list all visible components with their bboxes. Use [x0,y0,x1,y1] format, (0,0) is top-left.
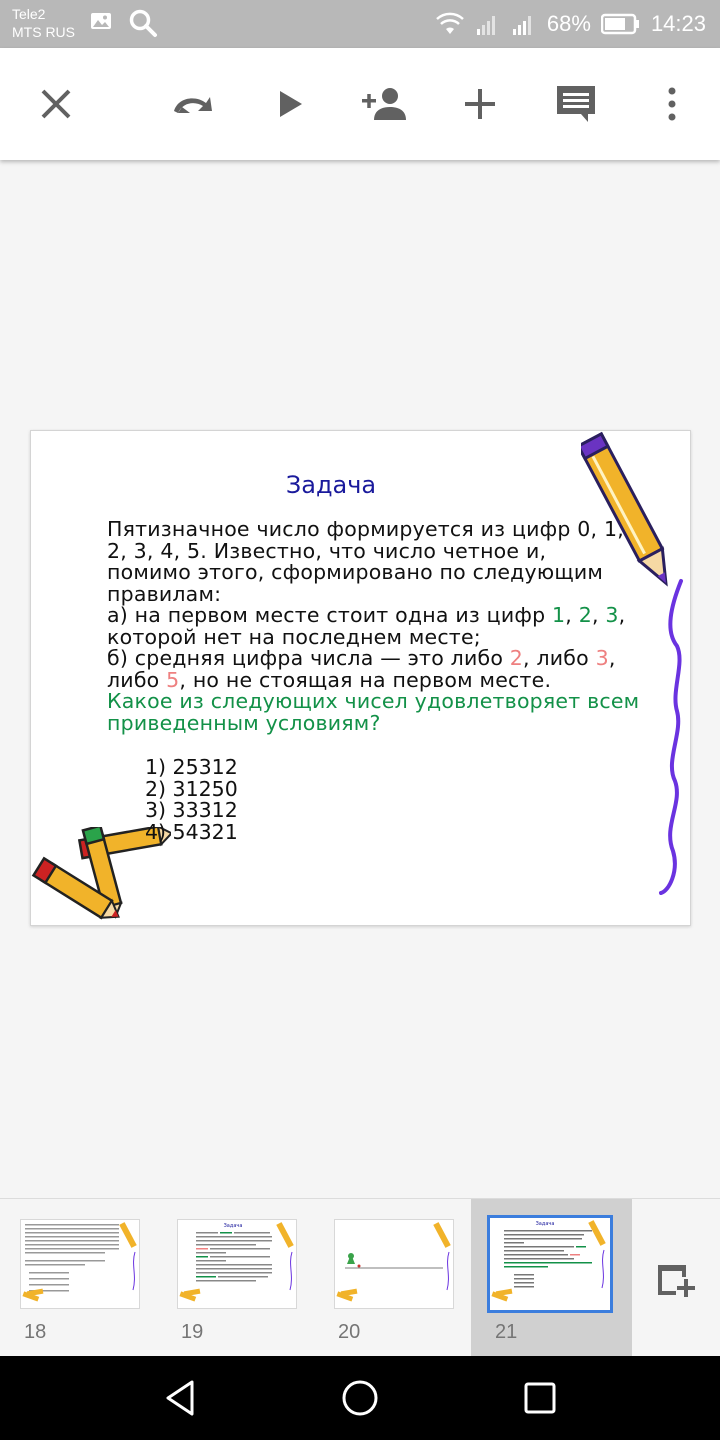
share-button[interactable] [356,76,412,132]
slide-thumbnail[interactable] [314,1199,471,1357]
highlight-digit: 3 [605,603,619,627]
carrier-line-1: Tele2 [12,6,46,22]
clock: 14:23 [650,11,706,36]
text-line [107,667,627,692]
highlight-digit: 3 [595,646,609,670]
recents-button[interactable] [512,1370,568,1426]
back-button[interactable] [152,1370,208,1426]
question-line: Какое из следующих чисел удовлетворяет всем [107,689,640,713]
thumbnail-number: 20 [338,1321,361,1343]
slide-thumbnail[interactable] [0,1199,157,1357]
text-line: помимо этого, сформировано по следующим [107,560,604,584]
text-line: б) средняя цифра числа — это либо 2, либо 3, [107,646,616,670]
answer-option: 2) 31250 [145,776,238,801]
highlight-digit: 1 [552,603,566,627]
highlight-digit: 2 [509,646,524,670]
text-line: а) на первом месте стоит одна из цифр 1, 2, 3, [107,603,626,627]
slide-title: Задача [285,471,377,499]
more-vert-icon [667,87,677,121]
slide-thumbnail[interactable] [157,1199,314,1357]
thumbnail-preview [334,1219,454,1309]
thumbnail-number: 19 [181,1321,204,1343]
text-line: 2, 3, 4, 5. Известно, что число четное и, [107,538,547,563]
signal-icon-2 [511,12,537,36]
thumbnail-number: 18 [24,1321,47,1343]
more-button[interactable] [644,76,700,132]
add-slide-icon [652,1257,700,1305]
play-icon [275,88,305,120]
question-line: приведенным условиям? [107,710,381,735]
answer-list [145,757,238,843]
person-add-icon [360,86,408,122]
thumbnail-number: 21 [495,1321,518,1343]
battery-icon [601,13,641,35]
thumbnail-content [335,1220,454,1309]
thumbnail-content [21,1220,140,1309]
status-right [435,10,706,38]
thumbnail-preview [20,1219,140,1309]
answer-option: 1) 25312 [145,755,238,779]
wifi-icon [435,12,465,36]
editor-toolbar [0,48,720,160]
swap-icon [170,89,214,119]
text-fragment: , либо [523,646,596,670]
text-fragment: либо [107,667,167,692]
battery-percent: 68% [546,11,591,36]
system-nav-bar [0,1356,720,1440]
text-fragment: а) на первом месте стоит одна из цифр [107,603,553,627]
new-slide-button[interactable] [652,1257,700,1305]
slide-thumbnail-strip [0,1198,720,1356]
text-line: правилам: [107,581,222,606]
text-fragment: , но не стоящая на первом месте. [179,667,552,692]
present-button[interactable] [262,76,318,132]
home-icon [340,1378,380,1418]
text-line: Пятизначное число формируется из цифр 0, 1, [107,517,624,541]
thumbnail-title: Задача [535,1221,555,1227]
close-button[interactable] [28,76,84,132]
comment-icon [555,84,597,124]
thumbnail-content [178,1220,297,1309]
gallery-icon [90,10,112,32]
back-icon [162,1378,198,1418]
redo-button[interactable] [164,76,220,132]
add-button[interactable] [452,76,508,132]
answer-option: 4) 54321 [145,819,238,844]
home-button[interactable] [332,1370,388,1426]
carrier-line-2: MTS RUS [12,24,75,40]
thumbnail-preview [487,1215,613,1313]
slide-text [107,517,640,735]
slide-thumbnail-selected[interactable] [471,1199,632,1357]
recents-icon [522,1380,558,1416]
answer-option: 3) 33312 [145,798,238,822]
highlight-digit: 2 [578,603,592,627]
thumbnail-preview [177,1219,297,1309]
add-icon [463,87,497,121]
thumbnail-title: Задача [223,1223,243,1229]
close-icon [39,87,73,121]
search-icon [128,8,158,38]
highlight-digit: 5 [166,667,180,692]
status-bar [0,0,720,48]
text-fragment: б) средняя цифра числа — это либо [107,646,510,670]
carrier-info [12,5,75,41]
slide-canvas[interactable] [30,430,691,926]
thumbnail-content [490,1218,610,1310]
text-line: которой нет на последнем месте; [107,624,481,649]
comment-button[interactable] [548,76,604,132]
signal-icon [475,12,501,36]
